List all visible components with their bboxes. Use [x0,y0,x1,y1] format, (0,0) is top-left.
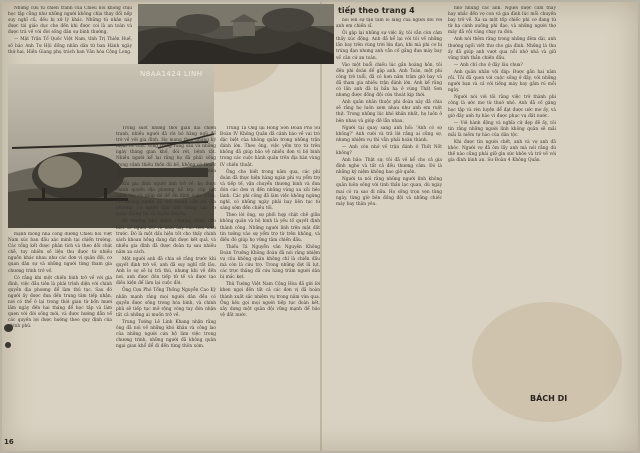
article-column-4 [336,18,442,442]
paragraph: Thủ Tướng Việt Nam Cộng Hòa đã gửi lời khen ngợi đến tất cả các đơn vị đã hoàn thành xuất sắc nhiệm vụ trong năm vừa qua. Ông kêu gọi mọi người tiếp tục đoàn kết, xây dựng một quân đội vững mạnh để bảo vệ đất nước. [220,282,320,318]
newspaper-page [2,2,638,451]
paragraph: Thiếu Tá Nguyễn văn Nguyên Không Đoàn Trưởng Không đoàn đã nói rằng nhiệm vụ của không quân không chỉ là chiến đấu mà còn là cứu trợ. Trong những đợt lũ lụt, các trực thăng đã cứu hàng trăm người dân bị mắc kẹt. [220,244,320,281]
article-column-2 [116,126,216,442]
author-signature: BÁCH DI [530,394,568,403]
article-column-1-bottom [8,232,112,442]
paper-fold [320,2,322,451]
village-photo-art [138,4,334,64]
paragraph: — Mặt Trận Tổ Quốc Việt Nam, tỉnh Trị Thiên Huế, số báo Anh Tư Hội đồng nhân dân từ ban Hành ngày thứ hai, Hiền Giang phụ trách ban Văn hóa Cộng Long. [8,37,132,55]
paragraph: Anh quân nhân vội đáp: Được gần hai năm rồi. Tôi đã quen với cuộc sống ở đây, với những người bạn và cả với tiếng máy bay gầm rú mỗi ngày. [448,69,556,94]
continued-heading [338,6,415,15]
paragraph: Ông cho biết trong năm qua, các phi đoàn đã thực hiện hàng ngàn phi vụ yểm trợ và tiếp tế, vận chuyển thương binh và đưa đón các đơn vị đến những vùng xa xôi hẻo lánh. Các phi công đã làm việc không ngừng nghỉ, có những ngày phải bay liên tục từ sáng sớm đến chiều tối. [220,169,320,212]
paragraph: — Anh còn nhớ về trận đánh ở Thốt Nốt không? [336,144,442,156]
paragraph: Anh bảo: Thật sự, tôi đã về kể cho cả gia đình nghe và tất cả đều thương cảm. Đó là những kỷ niệm không bao giờ quên. [336,158,442,176]
paragraph: Khi gia đình người lính trở về, họ được chính quyền địa phương hỗ trợ, cấp đất canh tác và giúp đỡ để ổn định cuộc sống. Có những người đã trở thành cán bộ địa phương, có người làm việc trong các cơ quan thông tin và tuyên truyền. [116,181,216,218]
paragraph: Trung Tá Ông lại Hồng Sơn Đoàn Phó Sư Đoàn IV Không Quân đã cảnh báo về vai trò đặc biệt của không quân trong những trận đánh lớn. Theo ông, việc yểm trợ từ trên không đã giúp bảo vệ nhiều đơn vị bộ binh trong các cuộc hành quân trên địa bàn vùng IV chiến thuật. [220,126,320,168]
paragraph: Ôi gặp lại những sự việc ấy, tôi vẫn còn cảm thấy xúc động. Anh đã kể lại với tôi về những lần bay trên vùng trời lửa đạn, khi mà phi cơ bị trúng đạn nhưng anh vẫn cố gắng đưa máy bay về căn cứ an toàn. [336,31,442,61]
paragraph: Trong suốt những thời gian dài chiến tranh, nhiều người đã rời bỏ hàng ngũ để trở về với gia đình. Họ mang theo những kỷ niệm về cuộc sống trong rừng sâu và những ngày tháng gian khổ, đói rét, bệnh tật. Nhiều người kể lại rằng họ đã phải sống trong cảnh thiếu thốn đủ bề, không có thuốc men và lương thực đầy đủ cho suốt cả mùa mưa. [116,126,216,180]
paragraph: nói lên sự tận tâm lo lắng của người đối với anh em chiến sĩ. [336,18,442,30]
page-number: 16 [4,438,14,446]
paragraph: Người tại quay sang anh hỏi: 'Anh có sợ không?' Anh cười và trả lời rằng ai cũng sợ, nhưng nhiệm vụ thì vẫn phải hoàn thành. [336,125,442,143]
paragraph: Trung Tướng Lê Linh Khang nhận rằng ông đã nói về những khó khăn và công lao của những người cán bộ làm việc trong chương trình, những người đã không quản ngại gian khổ để đi đến từng thôn xóm. [116,319,216,350]
paragraph: Một người anh đã chia sẻ rằng trước khi quyết định trở về, anh đã suy nghĩ rất lâu. Anh lo sợ sẽ bị trả thù, nhưng khi về đến nơi, anh được đón tiếp tử tế và được tạo điều kiện để làm lại cuộc đời. [116,256,216,287]
paragraph: Những cựu tù chiến tranh của Chiêu hồi không chịu học tập cũng như những người không chịu thay đổi nếp suy nghĩ cũ, đều bị xử lý khác. Những tù nhân này được tái giáo dục cho đến khi được coi là an toàn và được trả về với đời sống dân sự bình thường. [8,6,132,36]
article-column-3 [220,126,320,442]
article-column-5 [448,6,556,424]
paragraph: — Với hành động và nghĩa cử đẹp đẽ ấy, tôi tin rằng những người lính không quân sẽ mãi mãi là niềm tự hào của dân tộc. [448,120,556,138]
paragraph: Có rằng khi một chiến binh trở về với gia đình, việc đầu tiên là phải trình diện với chính quyền địa phương để làm thủ tục. Sau đó người ấy được đưa đến trung tâm tiếp nhận, nơi có thể ở lại trong thời gian từ bốn mươi lăm ngày đến hai tháng để học tập và làm quen với đời sống mới, và được hướng dẫn về các quyền lợi được hưởng theo quy định của chính phủ. [8,275,112,330]
paragraph: Anh quân nhân thuộc phi đoàn này đã chia sẻ rằng họ luôn xem nhau như anh em ruột thịt. Trong những lúc khó khăn nhất, họ luôn ở bên nhau và giúp đỡ lẫn nhau. [336,100,442,124]
paragraph: mạnh mồng nhà công đường Chiêu hồi Việt Nam xúc ban đầu xác minh tại chiến trường. Các tổng kết được phân tích và theo dõi chặt chẽ, tuy nhiên số liệu thu được từ nhiều nguồn khác nhau như các đơn vị quân đội, cơ quan dân sự và những người từng tham gia chương trình trở về. [8,232,112,274]
paragraph: Anh nói thêm rằng trong những đêm dài, anh thường ngồi viết thư cho gia đình. Những lá thư ấy đã giúp anh vượt qua nỗi nhớ nhà và giữ vững tinh thần chiến đấu. [448,37,556,61]
continued-heading-text: tiếp theo trang 4 [338,6,415,15]
paragraph: Người nói với tôi rằng việc trở thành phi công là ước mơ từ thuở nhỏ. Anh đã cố gắng học tập và rèn luyện để đạt được ước mơ ấy, và giờ đây anh tự hào vì được phục vụ đất nước. [448,95,556,119]
photo-caption: N8AA1424 LINH [140,70,203,78]
paragraph: Khi được tin người chết, anh và vợ anh đã khóc. Người vợ đã ôm lấy anh mà nói rằng dù thế nào cũng phải giữ gìn sức khỏe và trở về với gia đình bình an. Sư Đoàn 4 Không Quân. [448,139,556,164]
paragraph: nhớ nhung các anh. Người được cảm thấy hay nhắc đến vợ con và gia đình lúc mỗi chuyến bay trở về. Xa xa một tốp chiếc phi cơ đang từ từ hạ cánh xuống phi đạo, và những người thợ máy đã vội vàng chạy ra đón. [448,6,556,36]
paragraph: Ông Cựu Phó Tổng Thống Nguyễn Cao Kỳ nhấn mạnh rằng mọi người dân đều có quyền được sống trong hòa bình, và chính phủ sẽ tiếp tục mở rộng vòng tay đón nhận tất cả những ai muốn trở về. [116,288,216,318]
paragraph: — Anh chỉ cho ở đây lâu chưa? [454,62,523,68]
paragraph: Vào một buổi chiều lúc gần hoàng hôn, tôi đến phi đoàn để gặp anh. Anh Toàn, một phi công trẻ tuổi, đã có hơn năm trăm giờ bay và đã tham gia nhiều trận đánh lớn. Anh kể rằng có lần anh đã bị bắn hạ ở vùng Thất Sơn nhưng được đồng đội cứu thoát kịp thời. [336,62,442,99]
paragraph: Theo lời ông, sự phối hợp chặt chẽ giữa không quân và bộ binh là yếu tố quyết định thành công. Những người lính trên mặt đất tin tưởng vào sự yểm trợ từ trên không, và điều đó giúp họ vững tâm chiến đấu. [220,213,320,243]
paragraph: Người ta nói rằng những người lính không quân luôn sống với tinh thần lạc quan, dù ngày mai có ra sao đi nữa. Họ sống trọn vẹn từng ngày, từng giờ bên đồng đội và những chiếc máy bay thân yêu. [336,177,442,207]
paragraph: Bộ trưởng phụ trách chương trình cho biết số người trở về năm nay cao hơn năm trước. Đó là một dấu hiệu tốt cho thấy chính sách khoan hồng đang đạt được kết quả, và nhiều gia đình đã được đoàn tụ sau nhiều năm xa cách. [116,219,216,255]
village-photo [138,4,334,64]
